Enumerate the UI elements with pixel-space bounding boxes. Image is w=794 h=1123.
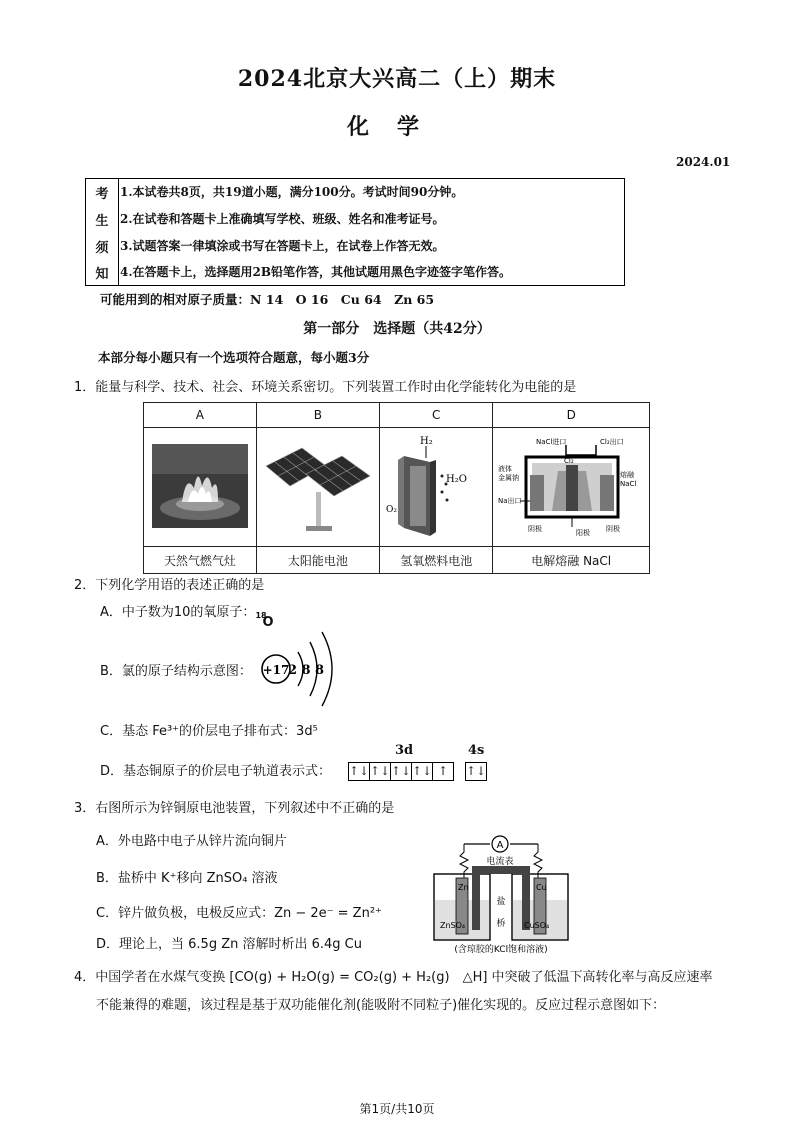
q1-caption-b: 太阳能电池 [256, 547, 379, 574]
cu-electrode-label: Cu [536, 883, 547, 892]
orbital-diagram-3d [348, 762, 454, 781]
orbital-box: ↑↓ [465, 762, 487, 781]
cl2-label: Cl₂ [564, 456, 574, 465]
orbital-box: ↑↓ [391, 762, 412, 781]
isotope-mass: 18 [255, 611, 267, 620]
ammeter-icon: A [496, 840, 504, 851]
q2-option-c: C．基态 Fe³⁺的价层电子排布式：3d⁵ [100, 724, 318, 739]
liquid-na-label-2: 金属钠 [498, 473, 520, 482]
atomic-masses: 可能用到的相对原子质量：N 14 O 16 Cu 64 Zn 65 [100, 292, 435, 307]
exam-date: 2024.01 [676, 155, 731, 169]
q4-line-2: 不能兼得的难题，该过程是基于双功能催化剂(能吸附不同粒子)催化实现的。反应过程示意图如下： [96, 998, 666, 1013]
fuel-cell-icon [384, 432, 488, 540]
q1-image-solar-panel [256, 428, 379, 547]
q3-stem: 3．右图所示为锌铜原电池装置，下列叙述中不正确的是 [74, 801, 395, 816]
cathode-label-2: 阴极 [606, 524, 621, 533]
part-title: 第一部分 选择题（共42分） [303, 321, 491, 337]
gas-stove-icon [152, 444, 248, 528]
orbital-box: ↑↓ [370, 762, 391, 781]
orbital-box: ↑↓ [348, 762, 370, 781]
q3-option-b: B．盐桥中 K⁺移向 ZnSO₄ 溶液 [96, 871, 278, 886]
notice-line: 4.在答题卡上，选择题用2B铅笔作答，其他试题用黑色字迹签字笔作答。 [120, 265, 512, 279]
q2-option-a-text: A．中子数为10的氧原子： [100, 605, 256, 620]
salt-bridge-label-1: 盐 [496, 897, 506, 907]
q2-stem: 2．下列化学用语的表述正确的是 [74, 578, 265, 593]
q3-option-c: C．锌片做负极，电极反应式：Zn − 2e⁻ = Zn²⁺ [96, 906, 382, 921]
q1-header-a: A [144, 403, 257, 428]
page-footer: 第1页/共10页 [359, 1102, 435, 1116]
q1-header-b: B [256, 403, 379, 428]
salt-bridge-caption: (含琼胶的KCl饱和溶液) [454, 945, 548, 955]
q1-caption-c: 氢氧燃料电池 [380, 547, 493, 574]
cl2-outlet-label: Cl₂出口 [600, 437, 624, 446]
molten-nacl-label: 熔融 [620, 470, 635, 479]
q1-options-table [143, 402, 650, 574]
cathode-label-1: 阴极 [528, 524, 543, 533]
chlorine-atom-diagram [258, 624, 348, 714]
molten-nacl-label-2: NaCl [620, 479, 637, 488]
liquid-na-label: 液体 [498, 464, 513, 473]
q1-header-d: D [493, 403, 650, 428]
ammeter-label: 电流表 [486, 857, 514, 867]
q1-image-electrolysis [493, 428, 650, 547]
orbital-label-3d: 3d [395, 743, 414, 758]
cuso4-label: CuSO₄ [524, 921, 550, 930]
orbital-label-4s: 4s [468, 743, 485, 758]
shell-electrons: 2 8 8 [288, 663, 324, 678]
q1-caption-a: 天然气燃气灶 [144, 547, 257, 574]
subject-title: 化学 [346, 114, 447, 140]
notice-side [86, 179, 119, 285]
electrolysis-cell-icon [496, 431, 646, 541]
anode-label: 阳极 [576, 528, 591, 537]
notice-line: 3.试题答案一律填涂或书写在答题卡上，在试卷上作答无效。 [120, 239, 445, 253]
q1-stem: 1．能量与科学、技术、社会、环境关系密切。下列装置工作时由化学能转化为电能的是 [74, 380, 577, 395]
notice-line: 2.在试卷和答题卡上准确填写学校、班级、姓名和准考证号。 [120, 212, 445, 226]
notice-side-char: 须 [95, 241, 109, 256]
q2-option-a [100, 601, 274, 630]
q1-image-fuel-cell [380, 428, 493, 547]
notice-box [85, 178, 625, 286]
q1-caption-d: 电解熔融 NaCl [493, 547, 650, 574]
fuel-cell-h2o-label: H₂O [446, 473, 468, 485]
galvanic-cell-diagram [428, 830, 578, 956]
fuel-cell-o2-label: O₂ [386, 504, 398, 515]
na-outlet-label: Na出口 [498, 496, 522, 505]
notice-line: 1.本试卷共8页，共19道小题，满分100分。考试时间90分钟。 [120, 185, 464, 199]
q1-header-c: C [380, 403, 493, 428]
orbital-diagram-4s [465, 762, 487, 781]
page-title: 2024北京大兴高二（上）期末 [237, 66, 557, 92]
nacl-inlet-label: NaCl进口 [536, 437, 567, 446]
q1-image-gas-stove [144, 428, 257, 547]
salt-bridge-label-2: 桥 [496, 919, 506, 929]
fuel-cell-h2-label: H₂ [420, 435, 433, 447]
zn-electrode-label: Zn [458, 883, 469, 892]
notice-side-char: 考 [95, 187, 109, 202]
q4-line-1: 4．中国学者在水煤气变换 [CO(g) + H₂O(g) = CO₂(g) + H₂(g) △H] 中突破了低温下高转化率与高反应速率 [74, 970, 713, 985]
q3-option-a: A．外电路中电子从锌片流向铜片 [96, 834, 287, 849]
notice-side-char: 知 [95, 267, 109, 282]
part-instruction: 本部分每小题只有一个选项符合题意，每小题3分 [98, 350, 370, 365]
q2-option-b: B．氯的原子结构示意图： [100, 664, 252, 679]
q3-option-d: D．理论上，当 6.5g Zn 溶解时析出 6.4g Cu [96, 937, 362, 952]
notice-side-char: 生 [95, 214, 109, 229]
solar-panel-icon [262, 436, 374, 536]
nucleus-charge: +17 [262, 663, 290, 677]
q2-option-d: D．基态铜原子的价层电子轨道表示式： [100, 764, 332, 779]
orbital-box: ↑ [433, 762, 454, 781]
orbital-box: ↑↓ [412, 762, 433, 781]
znso4-label: ZnSO₄ [440, 921, 466, 930]
isotope-symbol: O [262, 615, 274, 630]
